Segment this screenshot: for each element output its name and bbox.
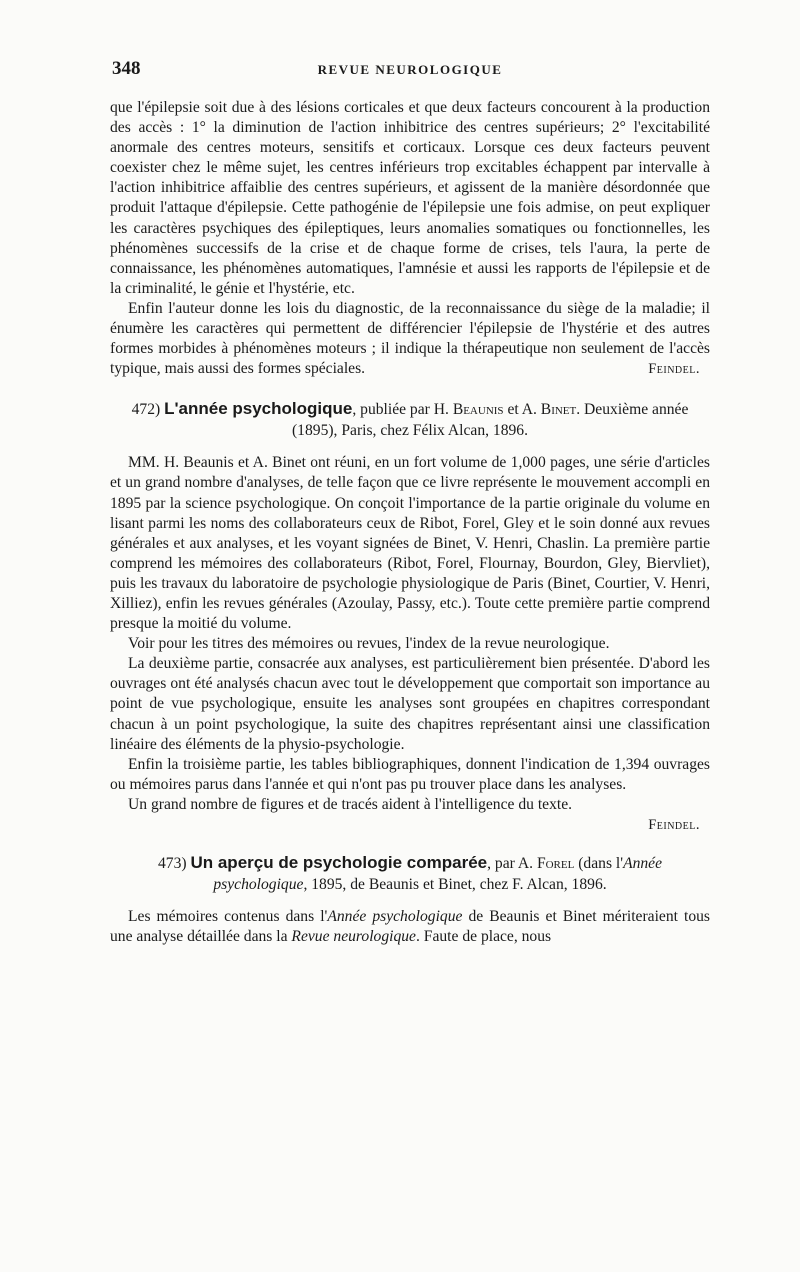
entry-472-paragraph-2: Voir pour les titres des mémoires ou revues, l'index de la revue neurologique. bbox=[128, 635, 610, 653]
entry-473-number: 473) bbox=[157, 855, 187, 873]
running-title: REVUE NEUROLOGIQUE bbox=[317, 62, 503, 77]
entry-473-review-ref: Revue neurologique bbox=[291, 928, 416, 946]
review-signature: Feindel. bbox=[648, 361, 700, 378]
entry-472-citation-a: , publiée par H. bbox=[352, 401, 453, 419]
entry-472-paragraph-1: MM. H. Beaunis et A. Binet ont réuni, en un fort volume de 1,000 pages, une série d'articles et un grand nombre d'analyses, de telle façon que ce livre représente le mouvement accompli en 1895 par la science psychologique. On conçoit l'importance de la partie originale du volume en lisant parmi les noms des collaborateurs ceux de Ribot, Forel, Gley et le soin donné aux revues générales et aux analyses, et les voyant signées de Binet, V. Henri, Chaslin. La première partie comprend les mémoires des collaborateurs (Ribot, Forel, Flournay, Bourdon, Gley, Biervliet), puis les travaux du laboratoire de psychologie physiologique de Paris (Binet, Courtier, V. Henri, Xilliez), enfin les revues générales (Azoulay, Passy, etc.). Toute cette première partie comprend presque la moitié du volume. bbox=[110, 454, 710, 633]
entry-473-paragraph-1 bbox=[110, 907, 710, 947]
entry-473-citation-a: , par A. bbox=[487, 855, 537, 873]
entry-472-paragraph-3: La deuxième partie, consacrée aux analyses, est particulièrement bien présentée. D'abord les ouvrages ont été analysés chacun avec tout le développement que comportait son importance au point de vue psychologique, ensuite les analyses sont groupées en chapitres correspondant chacun à un point psychologique, la suite des chapitres représentant ainsi une classification linéaire des éléments de la physio-psychologie. bbox=[110, 655, 710, 753]
entry-472-signature: Feindel. bbox=[648, 817, 700, 833]
page-body bbox=[110, 98, 710, 947]
entry-472-author-2: Binet bbox=[540, 401, 577, 419]
entry-473-citation-c: , 1895, de Beaunis et Binet, chez F. Alcan, 1896. bbox=[303, 875, 607, 893]
entry-473-journal: Année psychologique bbox=[213, 855, 663, 893]
entry-473-citation-b: (dans l' bbox=[574, 855, 624, 873]
review-diagnosis-paragraph bbox=[110, 299, 710, 379]
entry-473-text-a: Les mémoires contenus dans l' bbox=[128, 908, 328, 926]
entry-473-title: Un aperçu de psychologie comparée bbox=[190, 853, 488, 873]
entry-473-text-c: . Faute de place, nous bbox=[415, 928, 552, 946]
review-continuation-paragraph: que l'épilepsie soit due à des lésions corticales et que deux facteurs concourent à la production des accès : 1° la diminution de l'action inhibitrice des centres supérieurs; 2° l'excitabilité anormale des centres moteurs, sensitifs et corticaux. Lorsque ces deux facteurs peuvent coexister chez le même sujet, les centres inférieurs trop excitables échappent par intervalle à l'action inhibitrice affaiblie des centres supérieurs, et agissent de la manière désordonnée que produit l'attaque d'épilepsie. Cette pathogénie de l'épilepsie une fois admise, on peut expliquer les caractères psychiques des épileptiques, leurs anomalies somatiques ou fonctionnelles, les phénomènes successifs de la crise et de chaque forme de crises, tels l'aura, la perte de connaissance, les phénomènes automatiques, l'amnésie et aussi les rapports de l'épilepsie et de la criminalité, le génie et l'hystérie, etc. bbox=[110, 99, 710, 297]
entry-473-journal-ref: Année psychologique bbox=[327, 908, 463, 926]
entry-472-author-1: Beaunis bbox=[452, 401, 504, 419]
review-diagnosis-text: Enfin l'auteur donne les lois du diagnostic, de la reconnaissance du siège de la maladie; il énumère les caractères qui permettent de différencier l'épilepsie de l'hystérie et des autres formes morbides à phénomènes moteurs ; il indique la thérapeutique non seulement de l'accès typique, mais aussi des formes spéciales. bbox=[110, 299, 710, 378]
entry-472-title: L'année psychologique bbox=[164, 399, 353, 419]
entry-472-paragraph-5: Un grand nombre de figures et de tracés aident à l'intelligence du texte. bbox=[128, 795, 573, 813]
entry-472-citation-c: . Deuxième année (1895), Paris, chez Félix Alcan, 1896. bbox=[291, 401, 689, 439]
entry-473-heading bbox=[110, 853, 710, 895]
entry-473-text-b: de Beaunis et Binet mériteraient tous une analyse détaillée dans la bbox=[110, 908, 711, 946]
entry-472-citation-b: et A. bbox=[503, 401, 541, 419]
entry-472-paragraph-4: Enfin la troisième partie, les tables bibliographiques, donnent l'indication de 1,394 ouvrages ou mémoires parus dans l'année et qui n'ont pas pu trouver place dans les analyses. bbox=[110, 755, 710, 793]
entry-473-author: Forel bbox=[536, 855, 575, 873]
entry-472-heading bbox=[110, 399, 710, 441]
page-header bbox=[112, 58, 708, 88]
page-number: 348 bbox=[112, 58, 141, 79]
entry-472-number: 472) bbox=[131, 401, 161, 419]
